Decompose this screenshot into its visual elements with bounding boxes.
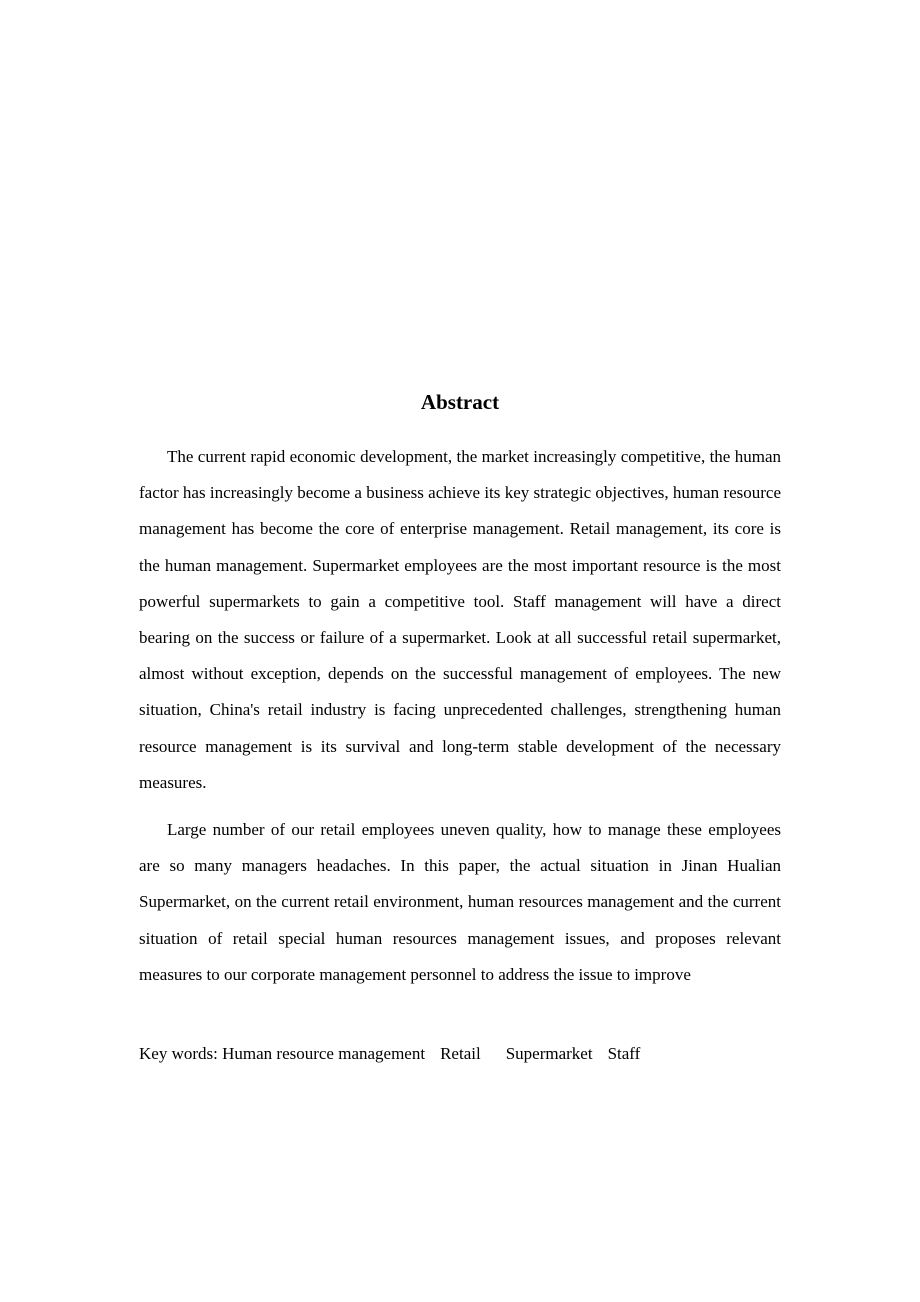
keywords-line bbox=[139, 1040, 781, 1068]
keyword-item: Staff bbox=[607, 1044, 641, 1063]
keyword-item: Human resource management bbox=[222, 1044, 426, 1063]
abstract-title: Abstract bbox=[420, 390, 500, 414]
keyword-item: Supermarket bbox=[505, 1044, 593, 1063]
keywords-label: Key words: bbox=[139, 1044, 218, 1063]
keyword-item: Retail bbox=[440, 1044, 481, 1063]
abstract-paragraph-2: Large number of our retail employees uneven quality, how to manage these employees are so many managers headaches. In this paper, the actual situation in Jinan Hualian Supermarket, on the current retail environment, human resources management and the current situation of retail special human resources management issues, and proposes relevant measures to our corporate management personnel to address the issue to improve bbox=[139, 820, 781, 984]
abstract-paragraph-1: The current rapid economic development, the market increasingly competitive, the human factor has increasingly become a business achieve its key strategic objectives, human resource management has become the core of enterprise management. Retail management, its core is the human management. Supermarket employees are the most important resource is the most powerful supermarkets to gain a competitive tool. Staff management will have a direct bearing on the success or failure of a supermarket. Look at all successful retail supermarket, almost without exception, depends on the successful management of employees. The new situation, China's retail industry is facing unprecedented challenges, strengthening human resource management is its survival and long-term stable development of the necessary measures. bbox=[139, 447, 781, 792]
